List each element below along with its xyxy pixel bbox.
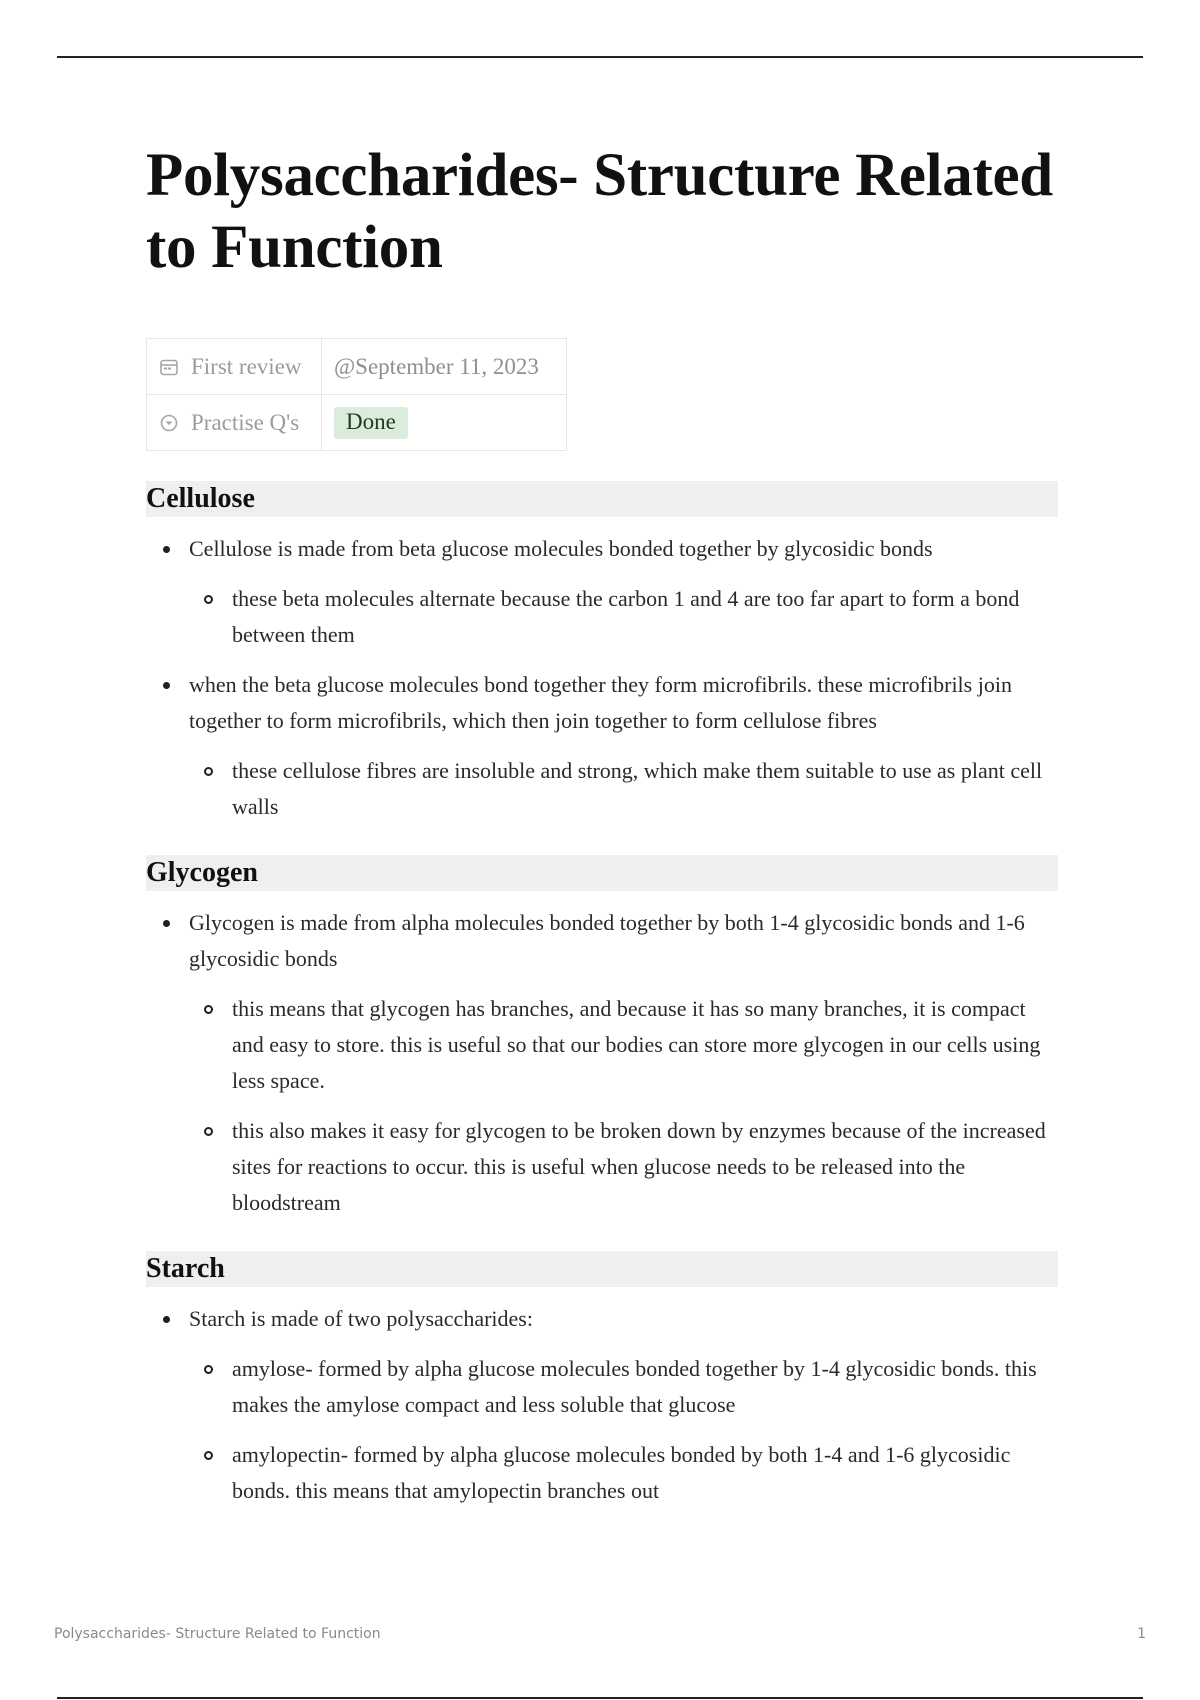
sub-list-item (189, 1351, 1058, 1423)
page-number: 1 (1137, 1626, 1146, 1642)
sub-list-item-text: amylose- formed by alpha glucose molecules bonded together by 1-4 glycosidic bonds. this makes the amylose compact and less soluble that glucose (232, 1356, 1037, 1417)
status-tag[interactable]: Done (334, 407, 408, 439)
section-heading-glycogen: Glycogen (146, 855, 1058, 891)
property-key-label: First review (191, 353, 302, 379)
list-item (146, 1301, 1058, 1509)
bullet-icon (163, 682, 170, 689)
hollow-bullet-icon (204, 595, 213, 604)
sub-list-item (189, 753, 1058, 825)
sub-list-item (189, 1113, 1058, 1221)
sub-list-item (189, 581, 1058, 653)
property-key (147, 395, 322, 451)
sub-list-item-text: amylopectin- formed by alpha glucose molecules bonded by both 1-4 and 1-6 glycosidic bonds. this means that amylopectin branches out (232, 1442, 1011, 1503)
sub-bullet-list (189, 753, 1058, 825)
sub-list-item (189, 991, 1058, 1099)
bullet-list (146, 1301, 1058, 1509)
hollow-bullet-icon (204, 1127, 213, 1136)
section-heading-cellulose: Cellulose (146, 481, 1058, 517)
bottom-rule (57, 1697, 1143, 1699)
list-item-text: Cellulose is made from beta glucose molecules bonded together by glycosidic bonds (189, 536, 933, 561)
footer-title: Polysaccharides- Structure Related to Function (54, 1626, 381, 1642)
status-icon (159, 413, 179, 433)
property-value[interactable]: @September 11, 2023 (322, 339, 567, 395)
properties-table (146, 338, 567, 451)
hollow-bullet-icon (204, 767, 213, 776)
bullet-list (146, 531, 1058, 825)
property-key (147, 339, 322, 395)
bullet-list (146, 905, 1058, 1221)
page-title: Polysaccharides- Structure Related to Function (146, 142, 1053, 281)
list-item (146, 531, 1058, 653)
section-heading-starch: Starch (146, 1251, 1058, 1287)
property-key-label: Practise Q's (191, 409, 300, 435)
hollow-bullet-icon (204, 1451, 213, 1460)
hollow-bullet-icon (204, 1365, 213, 1374)
sub-bullet-list (189, 991, 1058, 1221)
bullet-icon (163, 1316, 170, 1323)
page-content (146, 140, 1058, 1509)
list-item-text: when the beta glucose molecules bond together they form microfibrils. these microfibrils join together to form microfibrils, which then join together to form cellulose fibres (189, 672, 1012, 733)
sub-list-item-text: these beta molecules alternate because the carbon 1 and 4 are too far apart to form a bond between them (232, 586, 1020, 647)
list-item (146, 667, 1058, 825)
bullet-icon (163, 546, 170, 553)
sub-list-item-text: these cellulose fibres are insoluble and strong, which make them suitable to use as plant cell walls (232, 758, 1043, 819)
sub-bullet-list (189, 581, 1058, 653)
sub-list-item-text: this means that glycogen has branches, and because it has so many branches, it is compact and easy to store. this is useful so that our bodies can store more glycogen in our cells using less space. (232, 996, 1041, 1093)
property-value[interactable] (322, 395, 567, 451)
hollow-bullet-icon (204, 1005, 213, 1014)
sub-list-item (189, 1437, 1058, 1509)
list-item-text: Glycogen is made from alpha molecules bonded together by both 1-4 glycosidic bonds and 1-6 glycosidic bonds (189, 910, 1025, 971)
sub-list-item-text: this also makes it easy for glycogen to be broken down by enzymes because of the increased sites for reactions to occur. this is useful when glucose needs to be released into the bloodstream (232, 1118, 1046, 1215)
top-rule (57, 56, 1143, 58)
calendar-icon (159, 357, 179, 377)
sub-bullet-list (189, 1351, 1058, 1509)
list-item-text: Starch is made of two polysaccharides: (189, 1306, 533, 1331)
list-item (146, 905, 1058, 1221)
bullet-icon (163, 920, 170, 927)
property-row-first-review (147, 339, 567, 395)
property-row-practise-qs (147, 395, 567, 451)
